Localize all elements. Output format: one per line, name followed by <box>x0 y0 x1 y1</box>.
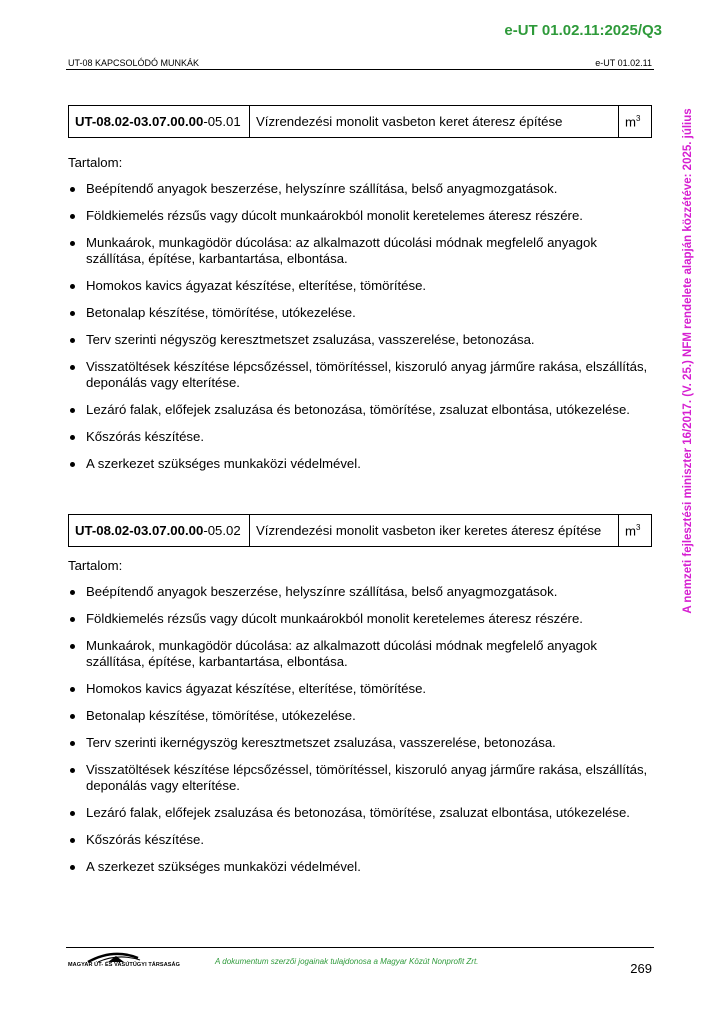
bullet-icon <box>70 365 75 370</box>
bullet-icon <box>70 214 75 219</box>
list-item-text: Munkaárok, munkagödör dúcolása: az alkalmazott dúcolási módnak megfelelő anyagok szállítása, építése, karbantartása, elbontása. <box>86 638 597 669</box>
bullet-icon <box>70 462 75 467</box>
list-item <box>68 332 658 348</box>
list-item-text: Homokos kavics ágyazat készítése, elterítése, tömörítése. <box>86 278 427 293</box>
unit-sup: 3 <box>636 113 641 123</box>
item-code-suffix: -05.02 <box>203 523 241 538</box>
content-label-1: Tartalom: <box>68 155 123 170</box>
list-item-text: Lezáró falak, előfejek zsaluzása és betonozása, tömörítése, zsaluzat elbontása, utókezelése. <box>86 402 630 417</box>
list-item <box>68 762 658 794</box>
copyright: A dokumentum szerzői jogainak tulajdonosa a Magyar Közút Nonprofit Zrt. <box>215 957 479 966</box>
list-item-text: Homokos kavics ágyazat készítése, elterítése, tömörítése. <box>86 681 427 696</box>
item-unit <box>619 515 652 547</box>
bullet-icon <box>70 338 75 343</box>
list-item <box>68 832 658 848</box>
list-item <box>68 235 658 267</box>
item-code-cell <box>69 515 250 547</box>
list-item <box>68 638 658 670</box>
doc-code: e-UT 01.02.11:2025/Q3 <box>504 22 662 39</box>
item-code-suffix: -05.01 <box>203 114 241 129</box>
item-title: Vízrendezési monolit vasbeton iker keretes áteresz építése <box>250 515 619 547</box>
list-item <box>68 359 658 391</box>
item-code-bold: UT-08.02-03.07.00.00 <box>75 114 204 129</box>
item-code-bold: UT-08.02-03.07.00.00 <box>75 523 204 538</box>
side-note-text: A nemzeti fejlesztési miniszter 16/2017. (V. 25.) NFM rendelete alapján közzétéve: 2025. július <box>682 108 694 614</box>
bullet-icon <box>70 617 75 622</box>
list-item-text: Beépítendő anyagok beszerzése, helyszínre szállítása, belső anyagmozgatások. <box>86 584 558 599</box>
bullet-icon <box>70 241 75 246</box>
bullet-icon <box>70 714 75 719</box>
item-code-cell <box>69 106 250 138</box>
bullet-icon <box>70 590 75 595</box>
item-header-table-1 <box>68 105 652 138</box>
list-item <box>68 611 658 627</box>
list-item <box>68 805 658 821</box>
list-item-text: Földkiemelés rézsűs vagy dúcolt munkaárokból monolit keretelemes áteresz részére. <box>86 208 583 223</box>
unit-base: m <box>625 523 636 539</box>
logo-text: MAGYAR ÚT- ÉS VASÚTÜGYI TÁRSASÁG <box>68 962 180 968</box>
unit-sup: 3 <box>636 522 641 532</box>
list-item <box>68 681 658 697</box>
list-item-text: Betonalap készítése, tömörítése, utókezelése. <box>86 708 356 723</box>
list-item-text: Visszatöltések készítése lépcsőzéssel, tömörítéssel, kiszoruló anyag járműre rakása, elszállítás, deponálás vagy elterítése. <box>86 359 648 390</box>
header-line <box>66 69 654 70</box>
road-logo-icon <box>68 950 160 972</box>
list-item <box>68 708 658 724</box>
item-unit <box>619 106 652 138</box>
item-title: Vízrendezési monolit vasbeton keret áteresz építése <box>250 106 619 138</box>
list-item-text: Kőszórás készítése. <box>86 832 205 847</box>
list-item-text: Munkaárok, munkagödör dúcolása: az alkalmazott dúcolási módnak megfelelő anyagok szállítása, építése, karbantartása, elbontása. <box>86 235 597 266</box>
bullet-icon <box>70 768 75 773</box>
list-item-text: Lezáró falak, előfejek zsaluzása és betonozása, tömörítése, zsaluzat elbontása, utókezelése. <box>86 805 630 820</box>
bullet-icon <box>70 811 75 816</box>
unit-base: m <box>625 114 636 130</box>
bullet-icon <box>70 687 75 692</box>
bullet-icon <box>70 284 75 289</box>
list-item-text: A szerkezet szükséges munkaközi védelmével. <box>86 456 361 471</box>
bullet-icon <box>70 187 75 192</box>
list-item <box>68 278 658 294</box>
list-item-text: Földkiemelés rézsűs vagy dúcolt munkaárokból monolit keretelemes áteresz részére. <box>86 611 583 626</box>
list-item <box>68 208 658 224</box>
item-header-table-2 <box>68 514 652 547</box>
content-list-2 <box>68 584 658 886</box>
list-item-text: Beépítendő anyagok beszerzése, helyszínre szállítása, belső anyagmozgatások. <box>86 181 558 196</box>
list-item-text: Kőszórás készítése. <box>86 429 205 444</box>
bullet-icon <box>70 838 75 843</box>
list-item-text: Betonalap készítése, tömörítése, utókezelése. <box>86 305 356 320</box>
footer-line <box>66 947 654 948</box>
content-list-1 <box>68 181 658 483</box>
list-item-text: Terv szerinti négyszög keresztmetszet zsaluzása, vasszerelése, betonozása. <box>86 332 535 347</box>
list-item <box>68 429 658 445</box>
list-item-text: Terv szerinti ikernégyszög keresztmetszet zsaluzása, vasszerelése, betonozása. <box>86 735 556 750</box>
page-number: 269 <box>630 961 652 976</box>
bullet-icon <box>70 435 75 440</box>
list-item-text: A szerkezet szükséges munkaközi védelmével. <box>86 859 361 874</box>
header-right: e-UT 01.02.11 <box>595 58 652 68</box>
list-item <box>68 456 658 472</box>
side-note <box>679 96 697 626</box>
content-label-2: Tartalom: <box>68 558 123 573</box>
bullet-icon <box>70 741 75 746</box>
list-item <box>68 181 658 197</box>
list-item <box>68 584 658 600</box>
bullet-icon <box>70 311 75 316</box>
bullet-icon <box>70 408 75 413</box>
list-item <box>68 402 658 418</box>
bullet-icon <box>70 644 75 649</box>
list-item <box>68 859 658 875</box>
list-item <box>68 735 658 751</box>
header-left: UT-08 KAPCSOLÓDÓ MUNKÁK <box>68 58 200 68</box>
list-item-text: Visszatöltések készítése lépcsőzéssel, tömörítéssel, kiszoruló anyag járműre rakása, elszállítás, deponálás vagy elterítése. <box>86 762 648 793</box>
bullet-icon <box>70 865 75 870</box>
list-item <box>68 305 658 321</box>
